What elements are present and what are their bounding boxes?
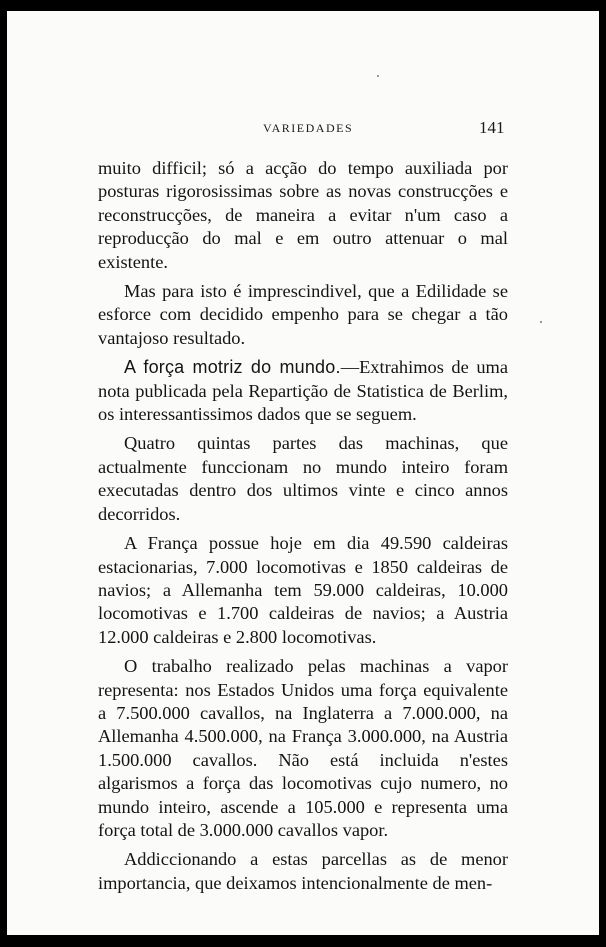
paragraph [98,848,508,895]
section-heading: A força motriz do mundo. [124,357,341,378]
body-text [98,157,508,901]
paper-speck [540,321,542,323]
running-head [7,118,599,141]
running-title: VARIEDADES [263,121,354,135]
paragraph [98,280,508,350]
paragraph-text: O trabalho realizado pelas machinas a vapor representa: nos Estados Unidos uma força equivalente a 7.500.000 cavallos, na Inglaterra a 7.000.000, na Allemanha 4.500.000, na França 3.000.000, na Austria 1.500.000 cavallos. Não está incluida n'estes algarismos a força das locomotivas cujo numero, no mundo inteiro, ascende a 105.000 e representa uma força total de 3.000.000 cavallos vapor. [98,656,508,840]
paragraph-text: muito difficil; só a acção do tempo auxiliada por posturas rigorosissimas sobre as novas construcções e reconstrucções, de maneira a evitar n'um caso a reproducção do mal e em outro attenuar o mal existente. [98,158,508,272]
paragraph [98,532,508,649]
paragraph [98,157,508,274]
paragraph-text: Mas para isto é imprescindivel, que a Edilidade se esforce com decidido empenho para se chegar a tão vantajoso resultado. [98,281,508,348]
paragraph-text: Quatro quintas partes das machinas, que actualmente funccionam no mundo inteiro foram executadas dentro dos ultimos vinte e cinco annos decorridos. [98,433,508,524]
paper-speck [377,75,379,77]
paragraph-text: Addiccionando a estas parcellas as de menor importancia, que deixamos intencionalmente de men- [98,849,508,893]
book-page [7,11,599,935]
paragraph [98,655,508,842]
paragraph [98,432,508,526]
paragraph-text: A França possue hoje em dia 49.590 caldeiras estacionarias, 7.000 locomotivas e 1850 caldeiras de navios; a Allemanha tem 59.000 caldeiras, 10.000 locomotivas e 1.700 caldeiras de navios; a Austria 12.000 caldeiras e 2.800 locomotivas. [98,533,508,647]
paragraph-text: —Extrahimos de uma nota publicada pela Repartição de Statistica de Berlim, os interessantissimos dados que se seguem. [98,357,508,425]
page-number: 141 [479,118,505,137]
paragraph [98,356,508,426]
